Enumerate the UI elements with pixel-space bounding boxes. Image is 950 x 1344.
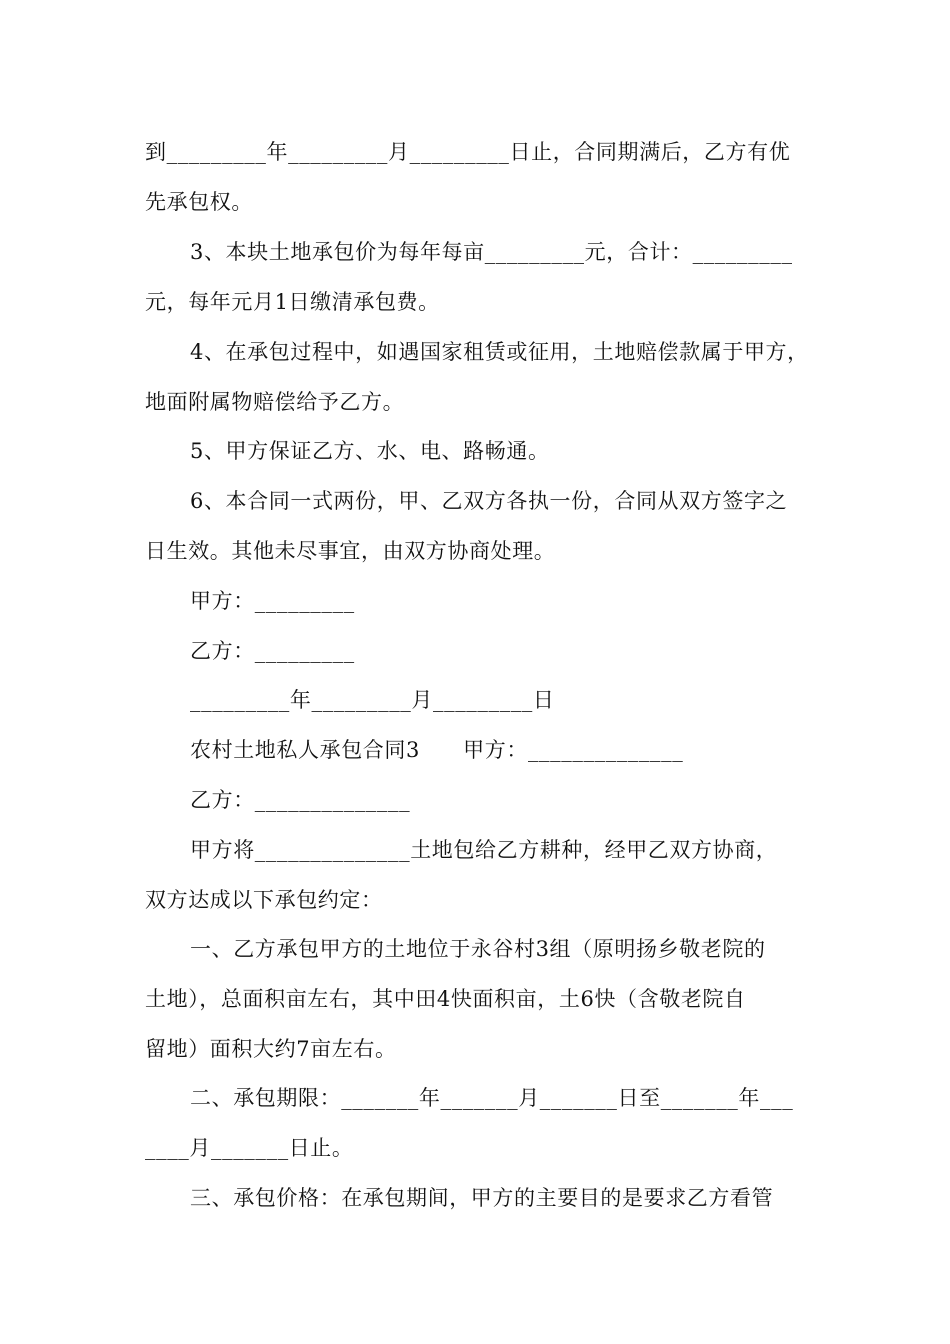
party-b-line: 乙方：______________: [190, 788, 411, 812]
party-a-signature-line: 甲方：_________: [190, 589, 355, 613]
party-b-signature-line: 乙方：_________: [190, 639, 355, 663]
paragraph-line: 甲方将______________土地包给乙方耕种，经甲乙双方协商，: [190, 838, 778, 862]
section-1-line: 一、乙方承包甲方的土地位于永谷村3组（原明扬乡敬老院的: [190, 937, 766, 961]
paragraph-line: 留地）面积大约7亩左右。: [145, 1037, 397, 1061]
clause-4-line: 4、在承包过程中，如遇国家租赁或征用，土地赔偿款属于甲方，: [190, 340, 809, 364]
paragraph-line: 地面附属物赔偿给予乙方。: [145, 390, 405, 414]
paragraph-line: 日生效。其他未尽事宜，由双方协商处理。: [145, 539, 556, 563]
contract-3-title-line: 农村土地私人承包合同3 甲方：______________: [190, 738, 684, 762]
paragraph-line: 土地），总面积亩左右，其中田4快面积亩，土6快（含敬老院自: [145, 987, 746, 1011]
paragraph-line: 到_________年_________月_________日止，合同期满后，乙方有优: [145, 140, 791, 164]
clause-6-line: 6、本合同一式两份，甲、乙双方各执一份，合同从双方签字之: [190, 489, 788, 513]
clause-3-line: 3、本块土地承包价为每年每亩_________元，合计：_________: [190, 240, 793, 264]
date-line: _________年_________月_________日: [190, 688, 555, 712]
paragraph-line: ____月_______日止。: [145, 1136, 354, 1160]
section-2-line: 二、承包期限：_______年_______月_______日至_______年___: [190, 1086, 794, 1110]
paragraph-line: 先承包权。: [145, 190, 253, 214]
section-3-line: 三、承包价格：在承包期间，甲方的主要目的是要求乙方看管: [190, 1186, 774, 1210]
paragraph-line: 元，每年元月1日缴清承包费。: [145, 290, 440, 314]
paragraph-line: 双方达成以下承包约定：: [145, 888, 383, 912]
clause-5-line: 5、甲方保证乙方、水、电、路畅通。: [190, 439, 550, 463]
